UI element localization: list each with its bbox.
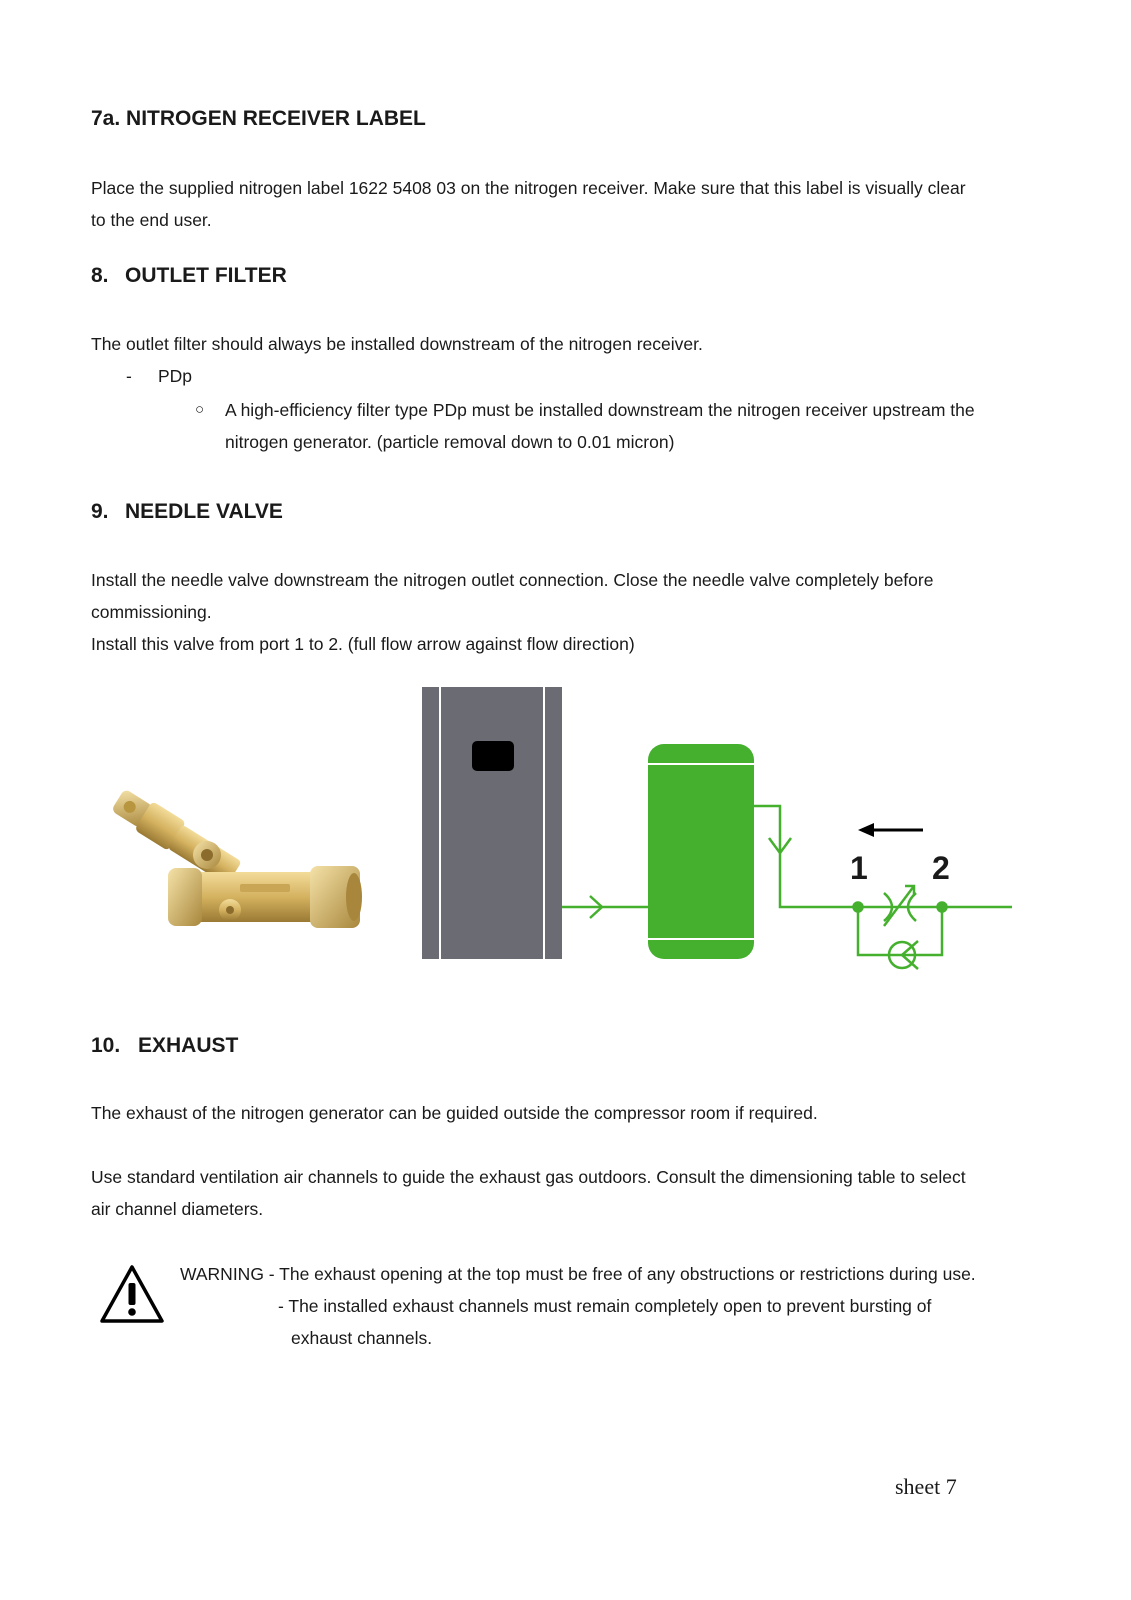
page-number: sheet 7 — [895, 1474, 957, 1499]
sub-bullet: ○ — [195, 401, 205, 418]
para-7a-line1: Place the supplied nitrogen label 1622 5408 03 on the nitrogen receiver. Make sure that this label is visually clear — [91, 178, 966, 198]
para-9-line3: Install this valve from port 1 to 2. (full flow arrow against flow direction) — [91, 634, 635, 654]
warning-line2: - The installed exhaust channels must remain completely open to prevent bursting of — [278, 1296, 932, 1316]
heading-9-title: NEEDLE VALVE — [125, 500, 283, 523]
nitrogen-receiver — [648, 744, 754, 959]
flow-line-outlet — [754, 806, 1012, 907]
para-10-line1: Use standard ventilation air channels to guide the exhaust gas outdoors. Consult the dimensioning table to select — [91, 1167, 966, 1187]
para-7a-line2: to the end user. — [91, 210, 212, 230]
needle-valve-symbol — [854, 886, 947, 969]
sub-item-line1: A high-efficiency filter type PDp must be installed downstream the nitrogen receiver upstream the — [225, 400, 975, 420]
heading-8-number: 8. — [91, 264, 109, 287]
warning-triangle-icon — [98, 1263, 166, 1325]
flow-schematic — [418, 683, 1018, 983]
para-9-line1: Install the needle valve downstream the nitrogen outlet connection. Close the needle valve completely before — [91, 570, 934, 590]
needle-valve-photo — [110, 770, 370, 950]
heading-10-number: 10. — [91, 1034, 121, 1057]
heading-8-title: OUTLET FILTER — [125, 264, 287, 287]
heading-9-number: 9. — [91, 500, 109, 523]
para-10-intro: The exhaust of the nitrogen generator can be guided outside the compressor room if required. — [91, 1103, 818, 1123]
warning-line1: WARNING - The exhaust opening at the top must be free of any obstructions or restrictions during use. — [180, 1264, 976, 1284]
warning-line3: exhaust channels. — [291, 1328, 433, 1348]
heading-7a: 7a. NITROGEN RECEIVER LABEL — [91, 107, 426, 130]
para-9-line2: commissioning. — [91, 602, 212, 622]
port-2-label: 2 — [932, 850, 950, 886]
list-item-pdp: PDp — [158, 366, 193, 386]
heading-9 — [91, 500, 283, 524]
list-dash: - — [126, 366, 132, 386]
nitrogen-generator — [422, 687, 562, 959]
heading-8 — [91, 264, 287, 288]
flow-direction-arrow-icon — [858, 823, 923, 837]
para-10-line2: air channel diameters. — [91, 1199, 264, 1219]
heading-10 — [91, 1034, 238, 1058]
para-8-intro: The outlet filter should always be installed downstream of the nitrogen receiver. — [91, 334, 703, 354]
sub-item-line2: nitrogen generator. (particle removal down to 0.01 micron) — [225, 432, 675, 452]
heading-10-title: EXHAUST — [138, 1034, 239, 1057]
port-1-label: 1 — [850, 850, 868, 886]
generator-display — [472, 741, 514, 771]
